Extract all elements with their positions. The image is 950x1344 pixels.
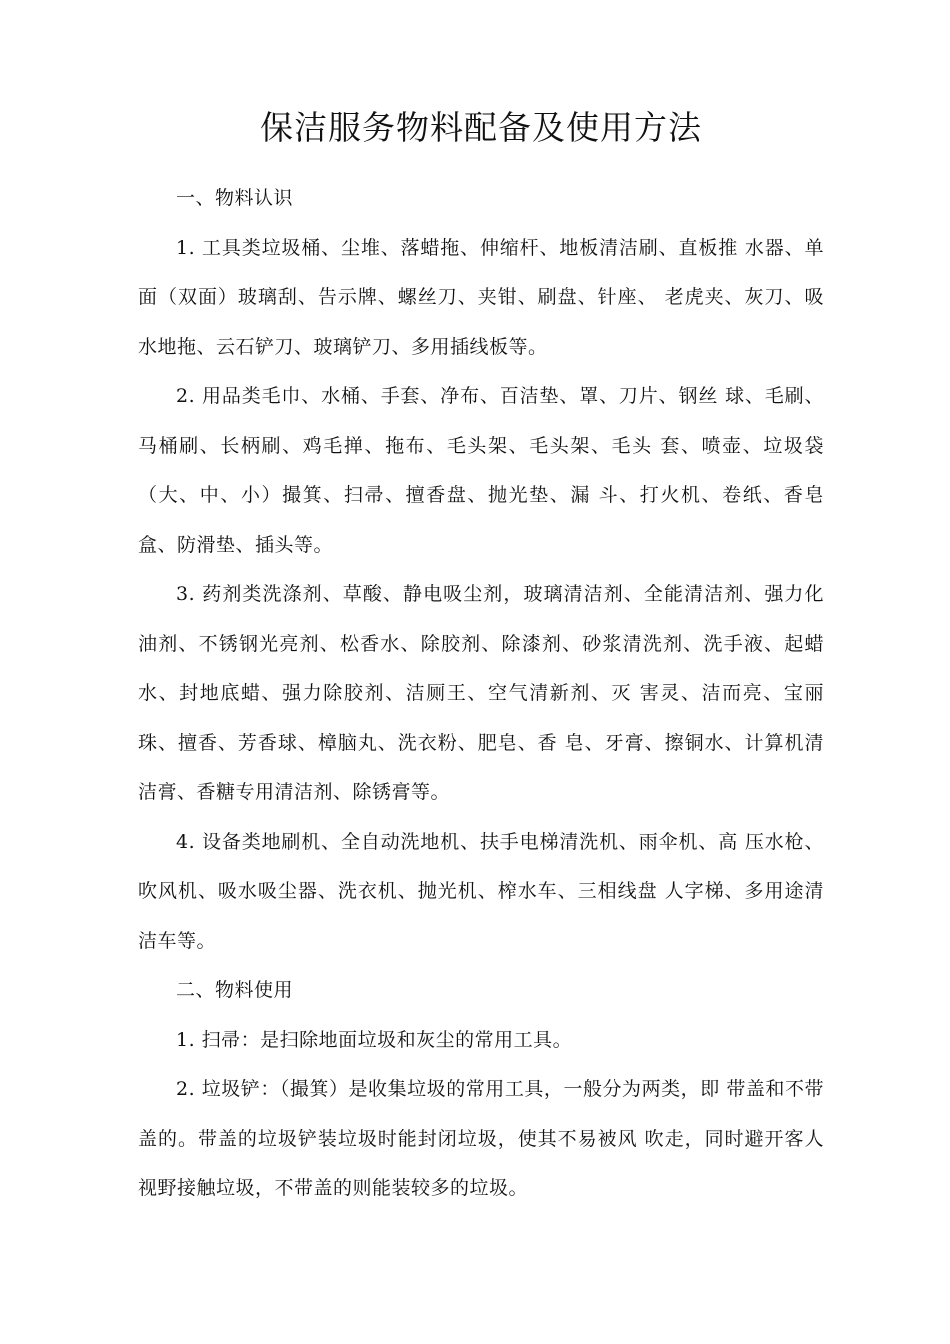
paragraph-tools: 1. 工具类垃圾桶、尘堆、落蜡拖、伸缩杆、地板清洁刷、直板推 水器、单面（双面）玻璃刮、告示牌、螺丝刀、夹钳、刷盘、针座、 老虎夹、灰刀、吸水地拖、云石铲刀、玻璃铲刀、多用插线板等。 — [138, 236, 824, 358]
paragraph-supplies: 2. 用品类毛巾、水桶、手套、净布、百洁垫、罩、刀片、钢丝 球、毛刷、马桶刷、长柄刷、鸡毛掸、拖布、毛头架、毛头架、毛头 套、喷壶、垃圾袋（大、中、小）撮箕、扫帚、擅香盘、抛光垫、漏 斗、打火机、卷纸、香皂盒、防滑垫、插头等。 — [138, 385, 824, 556]
paragraph-dustpan: 2. 垃圾铲：（撮箕）是收集垃圾的常用工具，一般分为两类，即 带盖和不带盖的。带盖的垃圾铲装垃圾时能封闭垃圾，使其不易被风 吹走，同时避开客人视野接触垃圾，不带盖的则能装较多的垃圾。 — [138, 1078, 824, 1199]
paragraph-equipment: 4. 设备类地刷机、全自动洗地机、扶手电梯清洗机、雨伞机、高 压水枪、吹风机、吸水吸尘器、洗衣机、抛光机、榨水车、三相线盘 人字梯、多用途清洁车等。 — [138, 830, 824, 952]
section-heading-material-usage: 二、物料使用 — [176, 979, 294, 1001]
document-page — [138, 100, 824, 1214]
section-heading-material-recognition: 一、物料认识 — [176, 187, 294, 209]
document-title: 保洁服务物料配备及使用方法 — [260, 108, 702, 147]
paragraph-chemicals: 3. 药剂类洗涤剂、草酸、静电吸尘剂，玻璃清洁剂、全能清洁剂、强力化油剂、不锈钢光亮剂、松香水、除胶剂、除漆剂、砂浆清洗剂、洗手液、起蜡水、封地底蜡、强力除胶剂、洁厕王、空气清新剂、灭 害灵、洁而亮、宝丽珠、擅香、芳香球、樟脑丸、洗衣粉、肥皂、香 皂、牙膏、擦铜水、计算机清洁膏、香糖专用清洁剂、除锈膏等。 — [138, 583, 824, 803]
paragraph-broom: 1. 扫帚：是扫除地面垃圾和灰尘的常用工具。 — [176, 1028, 573, 1051]
